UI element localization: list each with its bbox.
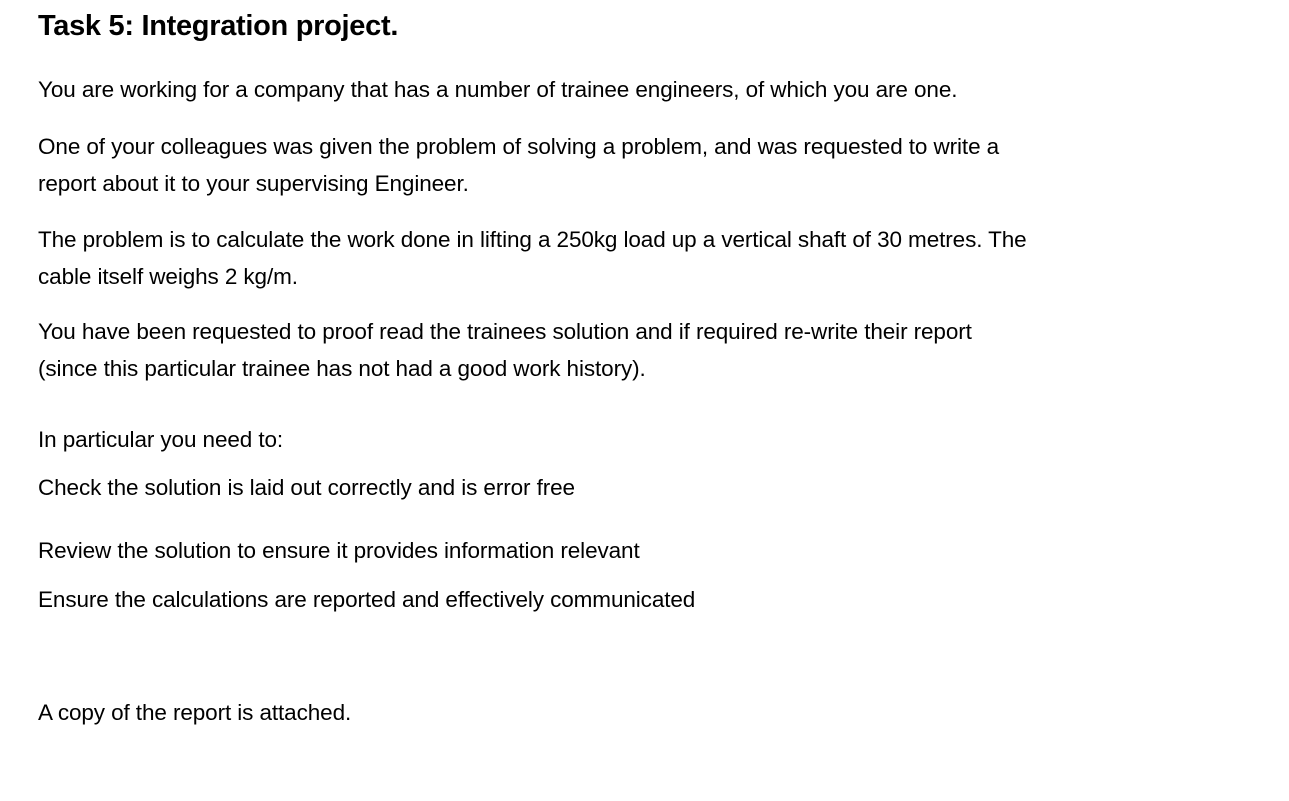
document-title: Task 5: Integration project. — [38, 10, 399, 42]
task-item-ensure-calculations — [38, 581, 695, 618]
paragraph-problem-statement — [38, 221, 1027, 295]
task-item-check-solution — [38, 469, 575, 506]
paragraph-proof-read-request — [38, 313, 972, 387]
paragraph-line: Review the solution to ensure it provides information relevant — [38, 538, 640, 563]
paragraph-line: Check the solution is laid out correctly and is error free — [38, 475, 575, 500]
task-item-review-solution — [38, 532, 640, 569]
paragraph-line: You are working for a company that has a number of trainee engineers, of which you are one. — [38, 77, 958, 102]
paragraph-line: Ensure the calculations are reported and effectively communicated — [38, 587, 696, 612]
paragraph-in-particular — [38, 421, 283, 458]
paragraph-line: A copy of the report is attached. — [38, 700, 352, 725]
paragraph-line: In particular you need to: — [38, 427, 284, 452]
paragraph-line: One of your colleagues was given the problem of solving a problem, and was requested to write a — [38, 134, 1000, 159]
paragraph-line: You have been requested to proof read the trainees solution and if required re-write their report — [38, 319, 972, 344]
paragraph-colleague-problem — [38, 128, 999, 202]
paragraph-line: report about it to your supervising Engineer. — [38, 171, 469, 196]
paragraph-line: cable itself weighs 2 kg/m. — [38, 264, 298, 289]
paragraph-line: The problem is to calculate the work done in lifting a 250kg load up a vertical shaft of 30 metres. The — [38, 227, 1027, 252]
paragraph-report-attached — [38, 694, 351, 731]
paragraph-line: (since this particular trainee has not had a good work history). — [38, 356, 646, 381]
paragraph-intro — [38, 71, 957, 108]
